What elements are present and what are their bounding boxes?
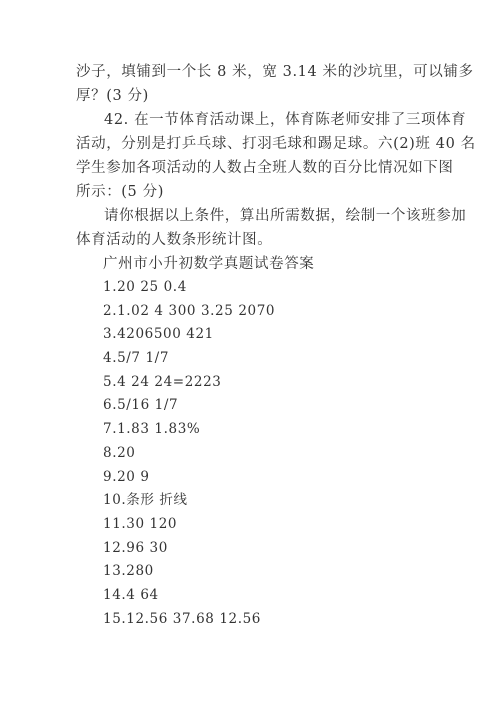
question-42: [76, 108, 476, 204]
answer-item: 7.1.83 1.83%: [103, 421, 201, 438]
answer-item: 1.20 25 0.4: [103, 279, 187, 295]
answer-item: 15.12.56 37.68 12.56: [103, 610, 261, 627]
answer-item: 12.96 30: [103, 539, 168, 556]
text-line: 请你根据以上条件，算出所需数据，绘制一个该班参加: [104, 208, 467, 224]
answer-item: 4.5/7 1/7: [103, 350, 170, 367]
answer-item: 8.20: [103, 444, 136, 461]
answer-item: 9.20 9: [103, 468, 150, 485]
text-line: 学生参加各项活动的人数占全班人数的百分比情况如下图: [76, 160, 454, 176]
question-42-instruction: [76, 204, 467, 252]
question-41-continuation: [76, 60, 474, 108]
text-line: 42. 在一节体育活动课上，体育陈老师安排了三项体育: [104, 112, 467, 128]
text-line: 厚？(3 分): [76, 88, 149, 104]
answers-title: 广州市小升初数学真题试卷答案: [103, 256, 315, 272]
text-line: 沙子，填铺到一个长 8 米，宽 3.14 米的沙坑里，可以铺多: [76, 64, 474, 80]
text-line: 体育活动的人数条形统计图。: [76, 232, 273, 248]
answer-item: 11.30 120: [103, 515, 178, 532]
text-line: 活动，分别是打乒乓球、打羽毛球和踢足球。六(2)班 40 名: [76, 136, 476, 152]
answer-item: 6.5/16 1/7: [103, 397, 179, 414]
answer-item: 10.条形 折线: [103, 492, 188, 509]
answer-item: 3.4206500 421: [103, 326, 214, 343]
text-line: 所示：(5 分): [76, 184, 164, 200]
answer-list: [103, 276, 275, 631]
answer-item: 2.1.02 4 300 3.25 2070: [103, 302, 276, 319]
answer-item: 5.4 24 24=2223: [103, 373, 222, 390]
answer-item: 13.280: [103, 563, 154, 580]
answer-item: 14.4 64: [103, 586, 159, 603]
